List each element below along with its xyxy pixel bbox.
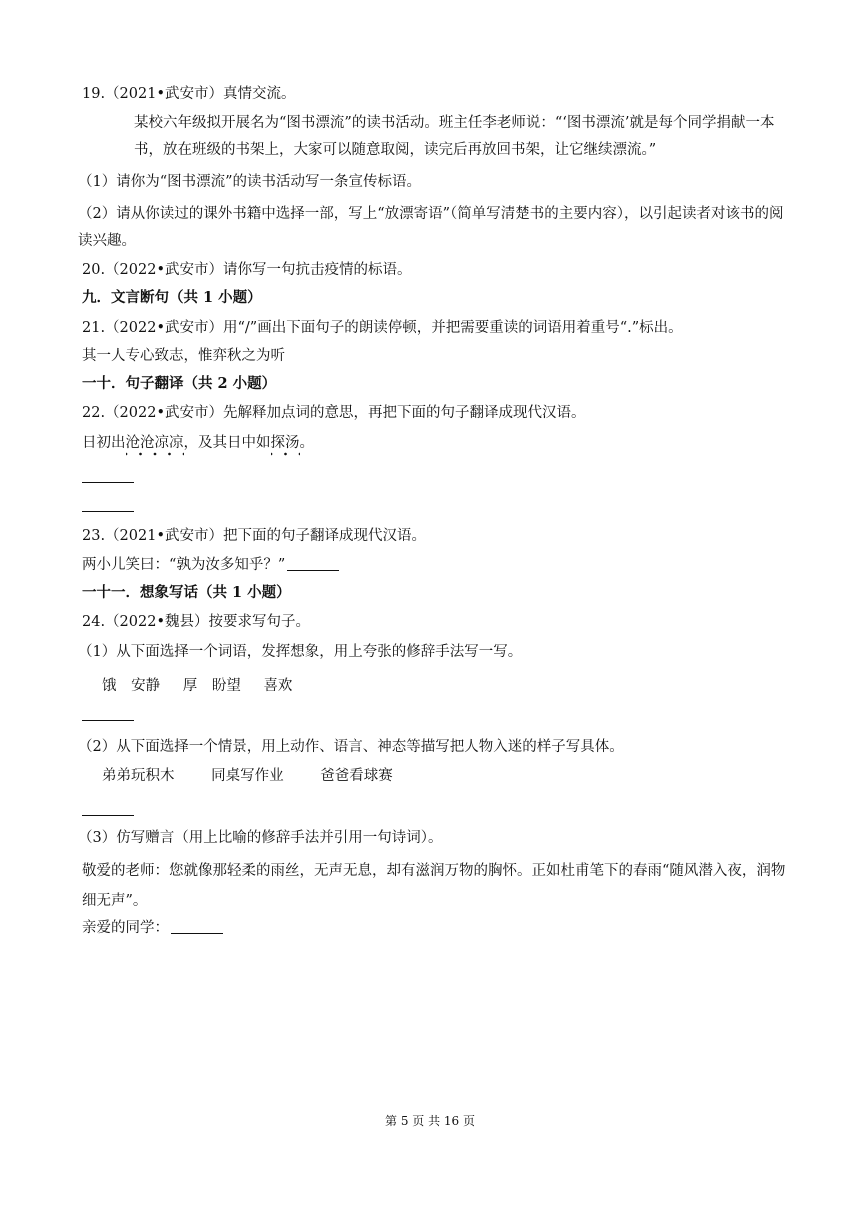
word-option: 喜欢 (263, 678, 293, 694)
q22-answer-blank-2[interactable] (82, 511, 134, 512)
q24-sub1: （1）从下面选择一个词语，发挥想象，用上夸张的修辞手法写一写。 (78, 644, 523, 660)
q21-sentence: 其一人专心致志，惟弈秋之为听 (82, 348, 285, 364)
q22-header: 22.（2022•武安市）先解释加点词的意思，再把下面的句子翻译成现代汉语。 (82, 405, 586, 421)
word-option: 饿 (102, 678, 117, 694)
q24-word-list (102, 676, 790, 696)
q22-part-e: 。 (299, 435, 314, 451)
q24-scene-list (102, 766, 790, 786)
q22-answer-blank-1[interactable] (82, 482, 134, 483)
q19-paragraph: 某校六年级拟开展名为“图书漂流”的读书活动。班主任李老师说：“‘图书漂流’就是每个同学捐献一本书，放在班级的书架上，大家可以随意取阅，读完后再放回书架，让它继续漂流。” (134, 115, 775, 158)
page-footer: 第 5 页 共 16 页 (385, 1114, 475, 1128)
q24-example-text: 敬爱的老师：您就像那轻柔的雨丝，无声无息，却有滋润万物的胸怀。正如杜甫笔下的春雨“随风潜入夜，润物细无声”。 (82, 863, 786, 909)
section-9-title: 九．文言断句（共 1 小题） (82, 289, 262, 306)
q19-header: 19.（2021•武安市）真情交流。 (82, 86, 296, 102)
section-11-title: 一十一．想象写话（共 1 小题） (82, 584, 291, 601)
q24-sub3-answer-blank[interactable] (171, 919, 223, 934)
scene-option: 弟弟玩积木 (102, 768, 175, 784)
word-option: 厚 (182, 678, 198, 694)
q22-part-c: ，及其日中如 (183, 435, 271, 451)
q22-dotted-word-1: 沧沧凉凉 (126, 435, 184, 456)
word-option: 盼望 (211, 678, 241, 694)
q23-sentence: 两小儿笑曰：“孰为汝多知乎？” (82, 557, 286, 573)
scene-option: 同桌写作业 (211, 768, 284, 784)
q24-sub2-answer-blank[interactable] (82, 815, 134, 816)
q22-part-a: 日初出 (82, 435, 126, 451)
q22-sentence (82, 433, 790, 453)
scene-option: 爸爸看球赛 (320, 768, 393, 784)
word-option: 安静 (131, 678, 161, 694)
q24-sub2: （2）从下面选择一个情景，用上动作、语言、神态等描写把人物入迷的样子写具体。 (78, 739, 624, 755)
q23-answer-blank[interactable] (287, 556, 339, 571)
q24-sub1-answer-blank[interactable] (82, 720, 134, 721)
section-10-title: 一十．句子翻译（共 2 小题） (82, 375, 277, 392)
q24-header: 24.（2022•魏县）按要求写句子。 (82, 614, 311, 630)
q24-prompt-line (82, 918, 790, 938)
q22-dotted-word-2: 探汤 (271, 435, 300, 456)
q20-header: 20.（2022•武安市）请你写一句抗击疫情的标语。 (82, 262, 412, 278)
q21-header: 21.（2022•武安市）用“/”画出下面句子的朗读停顿，并把需要重读的词语用着重号“.”标出。 (82, 320, 683, 336)
q19-sub2: （2）请从你读过的课外书籍中选择一部，写上“放漂寄语”（简单写清楚书的主要内容），以引起读者对该书的阅读兴趣。 (78, 206, 784, 249)
q19-sub1: （1）请你为“图书漂流”的读书活动写一条宣传标语。 (78, 174, 422, 190)
q24-prompt: 亲爱的同学： (82, 920, 169, 936)
q24-sub3: （3）仿写赠言（用上比喻的修辞手法并引用一句诗词）。 (78, 830, 443, 846)
q23-line (82, 555, 790, 575)
q23-header: 23.（2021•武安市）把下面的句子翻译成现代汉语。 (82, 528, 427, 544)
